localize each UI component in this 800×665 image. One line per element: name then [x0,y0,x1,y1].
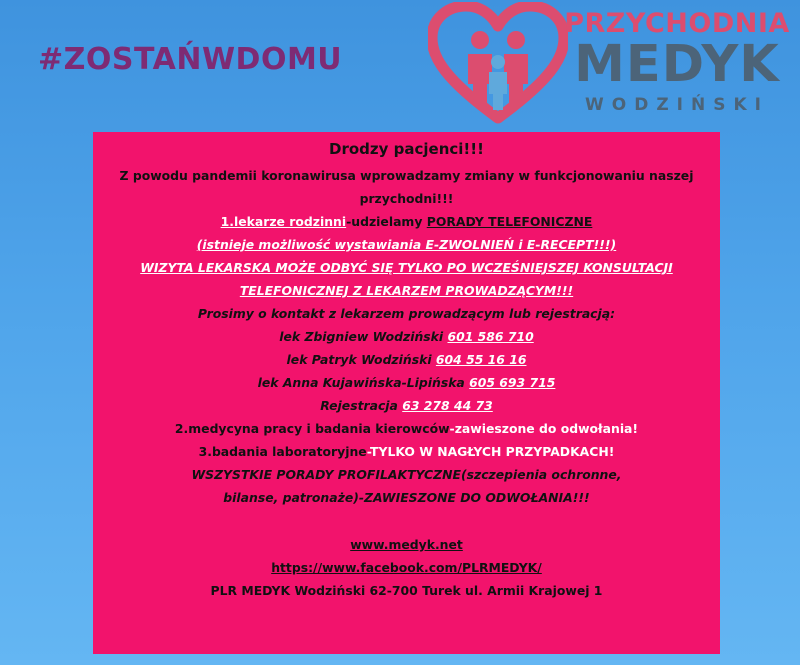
facebook-link[interactable]: https://www.facebook.com/PLRMEDYK/ [271,560,542,575]
item-family-doctors [93,210,720,233]
family-heart-icon [428,2,568,128]
clinic-logo [428,0,800,130]
item1-note: (istnieje możliwość wystawiania E-ZWOLNIEŃ i E-RECEPT!!!) [196,237,617,252]
item2-highlight: -zawieszone do odwołania! [449,421,639,436]
doctor-name: lek Patryk Wodziński [286,352,436,367]
facebook-row [93,556,720,579]
doctor-row [93,348,720,371]
clinic-address: PLR MEDYK Wodziński 62-700 Turek ul. Armii Krajowej 1 [210,583,603,598]
doctor-name: lek Anna Kujawińska-Lipińska [257,375,470,390]
announcement-panel [93,132,720,654]
item1-prefix: 1.lekarze rodzinni [220,214,347,229]
visit-line-2-row [93,279,720,302]
item2-prefix: 2.medycyna pracy i badania kierowców [174,421,450,436]
doctor-phone-link[interactable]: 601 586 710 [447,329,534,344]
doctor-row [93,325,720,348]
item1-mid: -udzielamy [346,214,427,229]
registration-row [93,394,720,417]
prevention-line-2: bilanse, patronaże)-ZAWIESZONE DO ODWOŁANIA!!! [223,490,590,505]
item3-highlight: -TYLKO W NAGŁYCH PRZYPADKACH! [366,444,615,459]
logo-line-przychodnia: PRZYCHODNIA [564,8,790,39]
notice-intro-line-2: przychodni!!! [359,191,454,206]
item3-prefix: 3.badania laboratoryjne [198,444,367,459]
logo-line-wodzinski: WODZIŃSKI [585,95,769,115]
doctor-phone-link[interactable]: 605 693 715 [469,375,556,390]
notice-title: Drodzy pacjenci!!! [329,140,484,158]
visit-line-1-row [93,256,720,279]
item-occupational-medicine [93,417,720,440]
website-link[interactable]: www.medyk.net [350,537,463,552]
hashtag-text: #ZOSTAŃWDOMU [38,42,343,77]
item-laboratory [93,440,720,463]
doctor-name: lek Zbigniew Wodziński [279,329,448,344]
contact-intro: Prosimy o kontakt z lekarzem prowadzącym lub rejestracją: [197,306,616,321]
item1-highlight: PORADY TELEFONICZNE [426,214,593,229]
doctor-phone-link[interactable]: 604 55 16 16 [435,352,527,367]
registration-phone-link[interactable]: 63 278 44 73 [402,398,493,413]
visit-line-1: WIZYTA LEKARSKA MOŻE ODBYĆ SIĘ TYLKO PO WCZEŚNIEJSZEJ KONSULTACJI [140,260,673,275]
doctor-row [93,371,720,394]
visit-line-2: TELEFONICZNEJ Z LEKARZEM PROWADZĄCYM!!! [239,283,574,298]
notice-intro-line-1: Z powodu pandemii koronawirusa wprowadzamy zmiany w funkcjonowaniu naszej [119,168,694,183]
website-row [93,533,720,556]
logo-line-medyk: MEDYK [574,35,780,94]
registration-label: Rejestracja [320,398,403,413]
item1-note-line [93,233,720,256]
prevention-line-1: WSZYSTKIE PORADY PROFILAKTYCZNE(szczepienia ochronne, [191,467,622,482]
